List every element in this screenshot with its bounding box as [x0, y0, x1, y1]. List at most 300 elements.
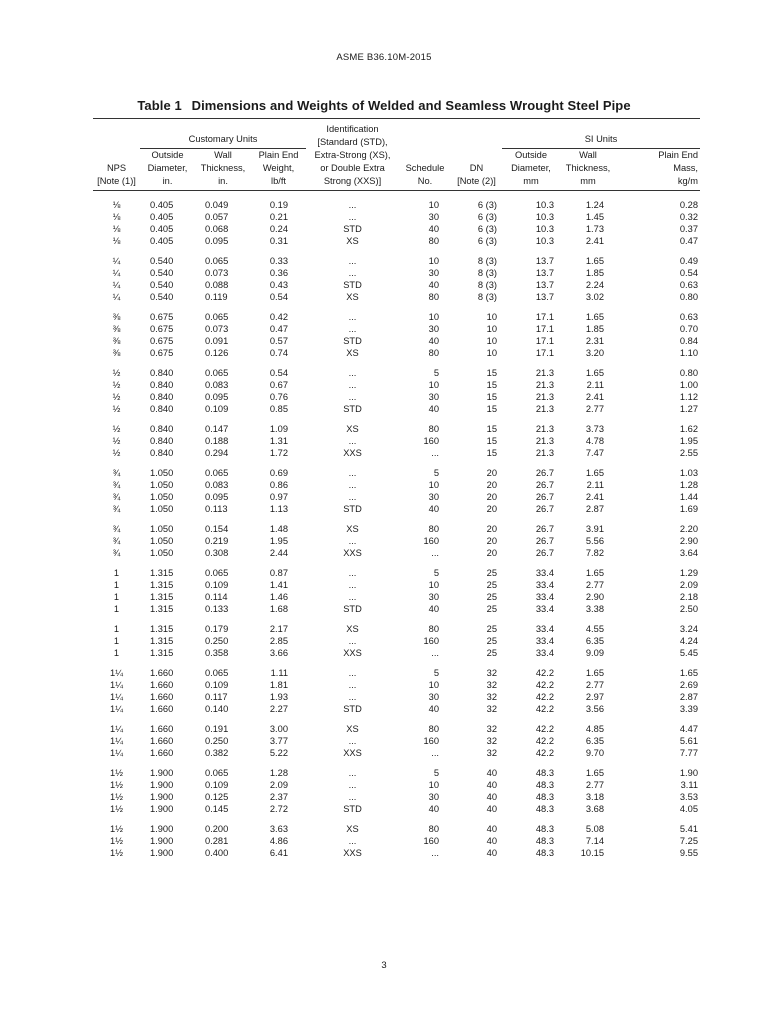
- table-row: [93, 379, 700, 391]
- outside-diameter-in-cell: 1.315: [150, 604, 174, 615]
- nps-cell: 1¼: [110, 680, 123, 691]
- schedule-cell: 80: [428, 624, 439, 635]
- header-line: Schedule: [405, 162, 445, 173]
- plain-end-mass-cell: 0.54: [679, 268, 698, 279]
- wall-thickness-mm-cell: 2.41: [585, 236, 604, 247]
- wall-thickness-in-cell: 0.065: [205, 256, 229, 267]
- table-row: [93, 323, 700, 335]
- outside-diameter-in-cell: 0.675: [150, 324, 174, 335]
- wall-thickness-mm-cell: 2.97: [585, 692, 604, 703]
- identification-cell: STD: [343, 336, 362, 347]
- header-line: Diameter,: [511, 162, 551, 173]
- outside-diameter-mm-cell: 21.3: [535, 448, 554, 459]
- plain-end-mass-cell: 2.50: [679, 604, 698, 615]
- wall-thickness-in-cell: 0.133: [205, 604, 229, 615]
- wall-thickness-in-cell: 0.191: [205, 724, 229, 735]
- table-row: [93, 359, 700, 379]
- wall-thickness-mm-cell: 1.65: [585, 468, 604, 479]
- wall-thickness-in-cell: 0.154: [205, 524, 229, 535]
- identification-cell: ...: [348, 212, 357, 223]
- nps-cell: ¾: [112, 548, 121, 559]
- identification-cell: STD: [343, 504, 362, 515]
- outside-diameter-in-cell: 0.675: [150, 336, 174, 347]
- plain-end-mass-cell: 5.45: [679, 648, 698, 659]
- plain-end-mass-cell: 3.53: [679, 792, 698, 803]
- identification-cell: ...: [348, 792, 357, 803]
- nps-cell: 1½: [110, 768, 123, 779]
- table-row: [93, 815, 700, 835]
- outside-diameter-mm-cell: 17.1: [535, 348, 554, 359]
- outside-diameter-mm-cell: 42.2: [535, 748, 554, 759]
- nps-cell: 1: [113, 636, 120, 647]
- wall-thickness-mm-cell: 7.14: [585, 836, 604, 847]
- dn-cell: 25: [486, 568, 497, 579]
- dn-cell: 25: [486, 580, 497, 591]
- identification-cell: ...: [348, 636, 357, 647]
- table-row: [93, 459, 700, 479]
- outside-diameter-in-cell: 1.050: [150, 492, 174, 503]
- outside-diameter-in-cell: 0.540: [150, 256, 174, 267]
- wall-thickness-mm-cell: 2.90: [585, 592, 604, 603]
- outside-diameter-in-cell: 1.050: [150, 548, 174, 559]
- plain-end-weight-cell: 2.44: [269, 548, 288, 559]
- plain-end-mass-cell: 7.25: [679, 836, 698, 847]
- plain-end-weight-cell: 0.19: [269, 200, 288, 211]
- wall-thickness-in-cell: 0.125: [205, 792, 229, 803]
- table-row: [93, 759, 700, 779]
- dn-cell: 20: [486, 536, 497, 547]
- identification-cell: XXS: [343, 748, 362, 759]
- dn-cell: 10: [486, 324, 497, 335]
- outside-diameter-in-cell: 0.540: [150, 268, 174, 279]
- identification-cell: ...: [348, 536, 357, 547]
- wall-thickness-mm-cell: 4.78: [585, 436, 604, 447]
- wall-thickness-mm-cell: 1.65: [585, 568, 604, 579]
- wall-thickness-in-cell: 0.200: [205, 824, 229, 835]
- plain-end-weight-cell: 5.22: [269, 748, 288, 759]
- plain-end-mass-cell: 5.41: [679, 824, 698, 835]
- nps-cell: 1¼: [110, 692, 123, 703]
- plain-end-weight-cell: 2.17: [269, 624, 288, 635]
- plain-end-weight-cell: 1.28: [269, 768, 288, 779]
- plain-end-weight-cell: 0.24: [269, 224, 288, 235]
- outside-diameter-in-cell: 1.315: [150, 648, 174, 659]
- identification-cell: XS: [346, 236, 359, 247]
- identification-cell: XXS: [343, 848, 362, 859]
- table-row: [93, 403, 700, 415]
- outside-diameter-in-cell: 1.900: [150, 836, 174, 847]
- table-row: [93, 247, 700, 267]
- plain-end-weight-cell: 0.97: [269, 492, 288, 503]
- schedule-header: [399, 149, 451, 191]
- wall-thickness-mm-cell: 2.11: [586, 480, 604, 491]
- table-row: [93, 779, 700, 791]
- dn-cell: 15: [486, 392, 497, 403]
- plain-end-mass-cell: 1.03: [679, 468, 698, 479]
- plain-end-weight-cell: 1.93: [269, 692, 288, 703]
- outside-diameter-in-cell: 0.675: [150, 312, 174, 323]
- nps-cell: 1¼: [110, 724, 123, 735]
- header-line: in.: [218, 175, 228, 186]
- table-row: [93, 391, 700, 403]
- dn-cell: 6 (3): [477, 236, 497, 247]
- table-row: [93, 659, 700, 679]
- wall-thickness-in-cell: 0.126: [205, 348, 229, 359]
- outside-diameter-in-cell: 0.840: [150, 392, 174, 403]
- plain-end-mass-cell: 9.55: [679, 848, 698, 859]
- dn-cell: 32: [486, 668, 497, 679]
- outside-diameter-in-cell: 1.660: [150, 748, 174, 759]
- dn-cell: 20: [486, 504, 497, 515]
- schedule-cell: 10: [428, 200, 439, 211]
- outside-diameter-mm-cell: 13.7: [535, 268, 554, 279]
- plain-end-mass-cell: 3.64: [679, 548, 698, 559]
- outside-diameter-mm-cell: 26.7: [535, 536, 554, 547]
- outside-diameter-mm-cell: 21.3: [535, 436, 554, 447]
- wall-thickness-mm-cell: 7.82: [585, 548, 604, 559]
- wall-thickness-in-cell: 0.308: [205, 548, 229, 559]
- dn-cell: 25: [486, 648, 497, 659]
- table-row: [93, 803, 700, 815]
- plain-end-weight-cell: 1.09: [269, 424, 288, 435]
- wall-thickness-mm-cell: 1.85: [585, 268, 604, 279]
- wall-thickness-in-cell: 0.281: [205, 836, 229, 847]
- table-row: [93, 691, 700, 703]
- wall-thickness-in-cell: 0.382: [205, 748, 229, 759]
- plain-end-weight-cell: 2.09: [269, 780, 288, 791]
- wall-thickness-mm-cell: 2.87: [585, 504, 604, 515]
- wall-thickness-in-cell: 0.109: [205, 680, 229, 691]
- schedule-cell: 40: [428, 404, 439, 415]
- wall-thickness-mm-cell: 2.77: [585, 780, 604, 791]
- plain-end-weight-cell: 0.57: [269, 336, 288, 347]
- plain-end-weight-cell: 1.31: [269, 436, 288, 447]
- schedule-cell: ...: [431, 848, 439, 859]
- dn-cell: 10: [486, 336, 497, 347]
- wall-thickness-in-cell: 0.091: [205, 336, 229, 347]
- dn-cell: 25: [486, 604, 497, 615]
- header-line: mm: [580, 175, 596, 186]
- nps-cell: 1: [113, 592, 120, 603]
- plain-end-mass-cell: 2.90: [679, 536, 698, 547]
- outside-diameter-mm-cell: 13.7: [535, 256, 554, 267]
- identification-cell: ...: [348, 492, 357, 503]
- header-line: [Note (2)]: [457, 175, 496, 186]
- outside-diameter-in-cell: 1.050: [150, 504, 174, 515]
- schedule-cell: 160: [423, 436, 439, 447]
- wall-thickness-in-cell: 0.095: [205, 492, 229, 503]
- nps-cell: ⅛: [112, 200, 121, 211]
- plain-end-weight-cell: 3.63: [269, 824, 288, 835]
- plain-end-weight-cell: 1.11: [270, 668, 288, 679]
- wall-thickness-in-cell: 0.179: [205, 624, 229, 635]
- wall-thickness-in-cell: 0.065: [205, 312, 229, 323]
- nps-cell: ⅜: [112, 324, 121, 335]
- table-row: [93, 603, 700, 615]
- plain-end-weight-cell: 0.67: [269, 380, 288, 391]
- header-line: Thickness,: [200, 162, 246, 173]
- plain-end-weight-cell: 3.00: [269, 724, 288, 735]
- outside-diameter-mm-cell: 42.2: [535, 704, 554, 715]
- nps-cell: ½: [112, 436, 121, 447]
- outside-diameter-mm-cell: 13.7: [535, 280, 554, 291]
- table-row: [93, 791, 700, 803]
- wall-thickness-mm-cell: 1.65: [585, 768, 604, 779]
- outside-diameter-in-cell: 1.900: [150, 768, 174, 779]
- table-row: [93, 235, 700, 247]
- outside-diameter-in-cell: 0.405: [150, 236, 174, 247]
- pipe-dimensions-table: [93, 118, 700, 859]
- schedule-cell: 5: [433, 368, 439, 379]
- wall-thickness-mm-cell: 1.65: [585, 312, 604, 323]
- plain-end-weight-cell: 1.68: [269, 604, 288, 615]
- outside-diameter-mm-cell: 42.2: [535, 668, 554, 679]
- plain-end-mass-cell: 0.80: [679, 292, 698, 303]
- nps-cell: ¼: [112, 292, 121, 303]
- wall-thickness-mm-cell: 9.70: [585, 748, 604, 759]
- plain-end-mass-cell: 7.77: [679, 748, 698, 759]
- table-row: [93, 591, 700, 603]
- identification-cell: ...: [348, 580, 357, 591]
- nps-cell: 1¼: [110, 704, 123, 715]
- table-row: [93, 735, 700, 747]
- identification-cell: XS: [346, 292, 359, 303]
- dn-cell: 40: [486, 768, 497, 779]
- dn-cell: 10: [486, 348, 497, 359]
- nps-cell: ¾: [112, 524, 121, 535]
- identification-cell: XXS: [343, 548, 362, 559]
- outside-diameter-in-cell: 1.050: [150, 536, 174, 547]
- wall-thickness-mm-cell: 3.38: [585, 604, 604, 615]
- nps-cell: 1: [113, 624, 120, 635]
- header-line: Weight,: [262, 162, 295, 173]
- wall-thickness-mm-cell: 6.35: [585, 636, 604, 647]
- dn-cell: 32: [486, 704, 497, 715]
- nps-cell: 1: [113, 580, 120, 591]
- wall-thickness-in-cell: 0.145: [205, 804, 229, 815]
- nps-header: [93, 149, 140, 191]
- dn-cell: 8 (3): [477, 292, 497, 303]
- table-row: [93, 515, 700, 535]
- wall-thickness-in-cell: 0.113: [205, 504, 228, 515]
- wall-thickness-in-cell: 0.065: [205, 668, 229, 679]
- table-row: [93, 559, 700, 579]
- table-row: [93, 479, 700, 491]
- plain-end-weight-cell: 0.74: [269, 348, 288, 359]
- plain-end-mass-cell: 4.05: [679, 804, 698, 815]
- outside-diameter-mm-cell: 48.3: [535, 768, 554, 779]
- header-line: DN: [469, 162, 484, 173]
- wall-thickness-mm-header: [560, 149, 616, 191]
- wall-thickness-in-cell: 0.219: [205, 536, 229, 547]
- outside-diameter-mm-cell: 10.3: [535, 200, 554, 211]
- schedule-cell: 40: [428, 336, 439, 347]
- identification-cell: XS: [346, 424, 359, 435]
- header-line: kg/m: [677, 175, 698, 186]
- plain-end-weight-cell: 0.31: [269, 236, 288, 247]
- plain-end-weight-cell: 0.42: [269, 312, 288, 323]
- wall-thickness-mm-cell: 2.41: [585, 392, 604, 403]
- nps-cell: 1: [113, 604, 120, 615]
- outside-diameter-in-cell: 1.050: [150, 524, 174, 535]
- plain-end-mass-cell: 3.39: [679, 704, 698, 715]
- plain-end-weight-cell: 0.36: [269, 268, 288, 279]
- nps-cell: 1½: [110, 824, 123, 835]
- schedule-cell: 5: [433, 668, 439, 679]
- wall-thickness-in-cell: 0.065: [205, 568, 229, 579]
- schedule-cell: 5: [433, 568, 439, 579]
- wall-thickness-mm-cell: 3.02: [585, 292, 604, 303]
- outside-diameter-mm-cell: 10.3: [535, 224, 554, 235]
- identification-cell: XS: [346, 824, 359, 835]
- nps-cell: 1¼: [110, 736, 123, 747]
- identification-cell: ...: [348, 480, 357, 491]
- dn-cell: 40: [486, 792, 497, 803]
- table-row: [93, 547, 700, 559]
- header-line: Plain End: [658, 150, 698, 161]
- header-line: Mass,: [673, 162, 698, 173]
- table-row: [93, 415, 700, 435]
- schedule-cell: 80: [428, 292, 439, 303]
- plain-end-weight-cell: 0.85: [269, 404, 288, 415]
- header-line: Thickness,: [565, 162, 611, 173]
- plain-end-mass-cell: 4.24: [679, 636, 698, 647]
- header-line: [Standard (STD),: [317, 136, 388, 147]
- dn-cell: 20: [486, 480, 497, 491]
- plain-end-weight-cell: 2.27: [269, 704, 288, 715]
- dn-cell: 10: [486, 312, 497, 323]
- outside-diameter-mm-cell: 42.2: [535, 736, 554, 747]
- plain-end-weight-cell: 0.47: [269, 324, 288, 335]
- wall-thickness-in-cell: 0.109: [205, 580, 229, 591]
- outside-diameter-mm-cell: 26.7: [535, 492, 554, 503]
- dn-header: [451, 149, 502, 191]
- table-row: [93, 211, 700, 223]
- schedule-cell: 40: [428, 604, 439, 615]
- plain-end-weight-cell: 4.86: [269, 836, 288, 847]
- plain-end-mass-cell: 1.28: [679, 480, 698, 491]
- table-row: [93, 335, 700, 347]
- table-row: [93, 435, 700, 447]
- dn-cell: 15: [486, 368, 497, 379]
- identification-cell: XS: [346, 348, 359, 359]
- wall-thickness-in-cell: 0.117: [205, 692, 228, 703]
- outside-diameter-mm-cell: 26.7: [535, 548, 554, 559]
- schedule-cell: 30: [428, 392, 439, 403]
- table-row: [93, 579, 700, 591]
- plain-end-weight-cell: 2.72: [269, 804, 288, 815]
- plain-end-weight-cell: 6.41: [269, 848, 288, 859]
- outside-diameter-in-cell: 0.540: [150, 292, 174, 303]
- dn-cell: 40: [486, 804, 497, 815]
- plain-end-mass-cell: 1.44: [679, 492, 698, 503]
- identification-cell: STD: [343, 280, 362, 291]
- table-label: Table 1: [137, 98, 182, 113]
- header-line: Extra-Strong (XS),: [314, 150, 391, 161]
- plain-end-mass-cell: 0.47: [679, 236, 698, 247]
- outside-diameter-mm-cell: 33.4: [535, 604, 554, 615]
- wall-thickness-mm-cell: 2.77: [585, 680, 604, 691]
- outside-diameter-mm-cell: 17.1: [535, 336, 554, 347]
- plain-end-weight-cell: 1.81: [269, 680, 288, 691]
- nps-cell: 1: [113, 648, 120, 659]
- outside-diameter-mm-cell: 26.7: [535, 468, 554, 479]
- wall-thickness-mm-cell: 1.24: [585, 200, 604, 211]
- outside-diameter-mm-cell: 48.3: [535, 804, 554, 815]
- table-row: [93, 223, 700, 235]
- wall-thickness-in-cell: 0.250: [205, 736, 229, 747]
- nps-cell: ⅛: [112, 224, 121, 235]
- nps-cell: ½: [112, 404, 121, 415]
- table-row: [93, 491, 700, 503]
- plain-end-mass-cell: 2.20: [679, 524, 698, 535]
- dn-cell: 6 (3): [477, 212, 497, 223]
- dn-cell: 25: [486, 592, 497, 603]
- nps-cell: 1: [113, 568, 120, 579]
- plain-end-weight-cell: 0.87: [269, 568, 288, 579]
- wall-thickness-mm-cell: 2.31: [585, 336, 604, 347]
- outside-diameter-in-cell: 1.050: [150, 480, 174, 491]
- table-row: [93, 447, 700, 459]
- outside-diameter-in-cell: 1.900: [150, 792, 174, 803]
- dn-cell: 40: [486, 780, 497, 791]
- plain-end-weight-cell: 1.13: [269, 504, 288, 515]
- outside-diameter-in-cell: 1.660: [150, 736, 174, 747]
- wall-thickness-in-cell: 0.095: [205, 392, 229, 403]
- schedule-cell: ...: [431, 648, 439, 659]
- outside-diameter-mm-cell: 48.3: [535, 836, 554, 847]
- table-row: [93, 535, 700, 547]
- header-line: Strong (XXS)]: [323, 175, 382, 186]
- plain-end-mass-cell: 2.18: [679, 592, 698, 603]
- wall-thickness-in-cell: 0.088: [205, 280, 229, 291]
- wall-thickness-mm-cell: 2.77: [585, 404, 604, 415]
- nps-cell: ½: [112, 380, 121, 391]
- table-row: [93, 503, 700, 515]
- wall-thickness-mm-cell: 1.85: [585, 324, 604, 335]
- outside-diameter-mm-cell: 26.7: [535, 480, 554, 491]
- wall-thickness-mm-cell: 7.47: [585, 448, 604, 459]
- nps-cell: ¾: [112, 536, 121, 547]
- outside-diameter-mm-cell: 26.7: [535, 524, 554, 535]
- schedule-cell: 80: [428, 724, 439, 735]
- plain-end-mass-cell: 0.49: [679, 256, 698, 267]
- table-caption: Dimensions and Weights of Welded and Seamless Wrought Steel Pipe: [191, 98, 631, 113]
- outside-diameter-in-cell: 0.840: [150, 368, 174, 379]
- dn-cell: 15: [486, 436, 497, 447]
- schedule-cell: 160: [423, 736, 439, 747]
- schedule-cell: 80: [428, 524, 439, 535]
- outside-diameter-mm-cell: 42.2: [535, 692, 554, 703]
- outside-diameter-mm-cell: 17.1: [535, 312, 554, 323]
- plain-end-mass-cell: 1.27: [679, 404, 698, 415]
- plain-end-weight-cell: 3.77: [269, 736, 288, 747]
- outside-diameter-in-cell: 1.315: [150, 636, 174, 647]
- outside-diameter-in-cell: 0.840: [150, 448, 174, 459]
- identification-cell: STD: [343, 704, 362, 715]
- outside-diameter-mm-cell: 33.4: [535, 648, 554, 659]
- wall-thickness-in-cell: 0.147: [205, 424, 229, 435]
- schedule-cell: 40: [428, 504, 439, 515]
- outside-diameter-mm-cell: 21.3: [535, 424, 554, 435]
- identification-cell: ...: [348, 680, 357, 691]
- wall-thickness-in-cell: 0.049: [205, 200, 229, 211]
- schedule-cell: 30: [428, 492, 439, 503]
- outside-diameter-in-cell: 1.050: [150, 468, 174, 479]
- wall-thickness-in-cell: 0.068: [205, 224, 229, 235]
- wall-thickness-mm-cell: 9.09: [585, 648, 604, 659]
- nps-cell: 1¼: [110, 748, 123, 759]
